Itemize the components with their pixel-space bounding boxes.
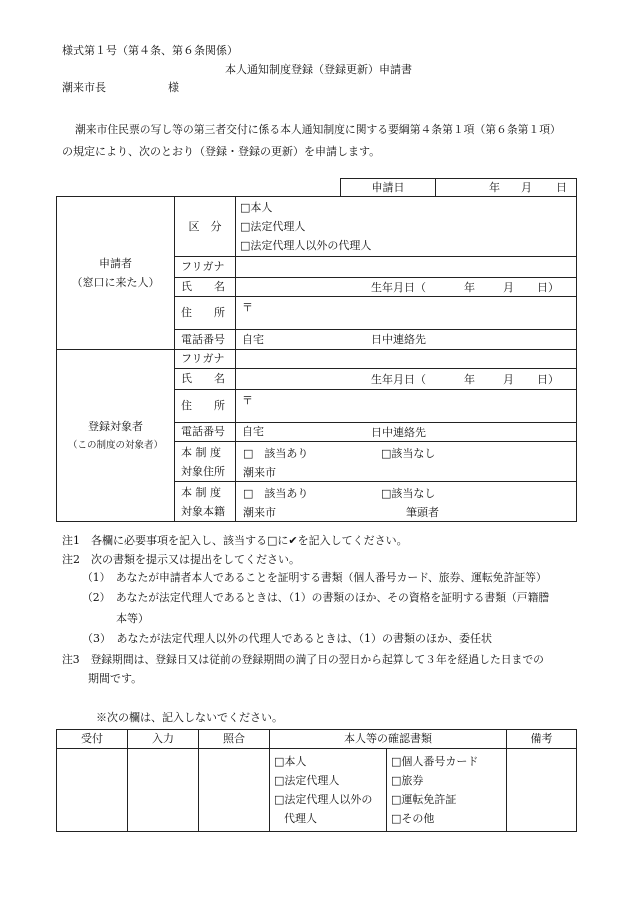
note-2-3: （3） あなたが法定代理人以外の代理人であるときは、（1）の書類のほか、委任状 <box>82 632 492 645</box>
applicant-phone-label: 電話番号 <box>175 330 236 350</box>
category-options[interactable] <box>236 197 577 257</box>
office-reception-cell <box>57 749 128 832</box>
form-title: 本人通知制度登録（登録更新）申請書 <box>225 63 412 76</box>
option-legal-rep[interactable]: □法定代理人 <box>240 220 306 233</box>
office-input-cell <box>128 749 199 832</box>
intro-line-2: の規定により、次のとおり（登録・登録の更新）を申請します。 <box>62 145 381 158</box>
office-check-cell <box>199 749 270 832</box>
note-2-1: （1） あなたが申請者本人であることを証明する書類（個人番号カード、旅券、運転免許証等） <box>82 571 547 584</box>
applicant-name-field[interactable]: 生年月日（ 年 月 日） <box>236 278 577 297</box>
note-2-2a: （2） あなたが法定代理人であるときは、（1）の書類のほか、その資格を証明する書類（戸籍謄 <box>82 591 550 604</box>
registry-no-checkbox[interactable]: □該当なし <box>381 487 436 500</box>
subject-name-label: 氏 名 <box>175 369 236 390</box>
office-id-col2: □個人番号カード □旅券 □運転免許証 □その他 <box>387 749 507 832</box>
note-3b: 期間です。 <box>88 672 143 685</box>
office-table <box>56 729 577 832</box>
office-id-col1: □本人 □法定代理人 □法定代理人以外の 代理人 <box>270 749 387 832</box>
form-number: 様式第１号（第４条、第６条関係） <box>62 44 238 57</box>
note-2: 注2 次の書類を提示又は提出をしてください。 <box>62 553 300 566</box>
residence-yes-checkbox[interactable]: □ 該当あり <box>243 447 309 460</box>
residence-field[interactable]: □ 該当あり □該当なし 潮来市 <box>236 442 577 482</box>
addressee: 潮来市長 <box>62 81 106 94</box>
applicant-header: 申請者 （窓口に来た人） <box>57 197 175 350</box>
residence-no-checkbox[interactable]: □該当なし <box>381 447 436 460</box>
applicant-name-label: 氏 名 <box>175 278 236 297</box>
office-header-remarks: 備考 <box>507 730 577 749</box>
registry-label: 本 制 度 対象本籍 <box>175 482 236 522</box>
note-1: 注1 各欄に必要事項を記入し、該当する□に✔を記入してください。 <box>62 534 408 547</box>
subject-address-label: 住 所 <box>175 390 236 423</box>
subject-header: 登録対象者 （この制度の対象者） <box>57 350 175 522</box>
applicant-address-label: 住 所 <box>175 297 236 330</box>
registry-yes-checkbox[interactable]: □ 該当あり <box>243 487 309 500</box>
residence-label: 本 制 度 対象住所 <box>175 442 236 482</box>
note-2-2b: 本等） <box>116 612 149 625</box>
subject-name-field[interactable]: 生年月日（ 年 月 日） <box>236 369 577 390</box>
office-header-reception: 受付 <box>57 730 128 749</box>
subject-furigana-field[interactable] <box>236 350 577 369</box>
postal-mark: 〒 <box>242 301 253 314</box>
office-instruction: ※次の欄は、記入しないでください。 <box>96 711 283 724</box>
postal-mark: 〒 <box>242 394 253 407</box>
intro-line-1: 潮来市住民票の写し等の第三者交付に係る本人通知制度に関する要綱第４条第１項（第６条第１項） <box>75 123 561 136</box>
subject-furigana-label: フリガナ <box>175 350 236 369</box>
option-other-rep[interactable]: □法定代理人以外の代理人 <box>240 239 372 252</box>
applicant-furigana-label: フリガナ <box>175 257 236 278</box>
date-table <box>340 178 577 197</box>
office-remarks-cell <box>507 749 577 832</box>
subject-address-field[interactable] <box>236 390 577 423</box>
note-3a: 注3 登録期間は、登録日又は従前の登録期間の満了日の翌日から起算して３年を経過した日までの <box>62 653 544 666</box>
applicant-address-field[interactable] <box>236 297 577 330</box>
honorific: 様 <box>168 81 179 94</box>
office-header-check: 照合 <box>199 730 270 749</box>
registry-field[interactable]: □ 該当あり □該当なし 潮来市 筆頭者 <box>236 482 577 522</box>
office-header-input: 入力 <box>128 730 199 749</box>
subject-phone-field[interactable]: 自宅 日中連絡先 <box>236 423 577 442</box>
option-self[interactable]: □本人 <box>240 201 273 214</box>
applicant-phone-field[interactable]: 自宅 日中連絡先 <box>236 330 577 350</box>
applicant-furigana-field[interactable] <box>236 257 577 278</box>
date-label: 申請日 <box>341 179 436 197</box>
office-header-id-docs: 本人等の確認書類 <box>270 730 507 749</box>
category-label: 区 分 <box>175 197 236 257</box>
main-table <box>56 196 577 522</box>
subject-phone-label: 電話番号 <box>175 423 236 442</box>
date-field[interactable]: 年 月 日 <box>436 179 577 197</box>
